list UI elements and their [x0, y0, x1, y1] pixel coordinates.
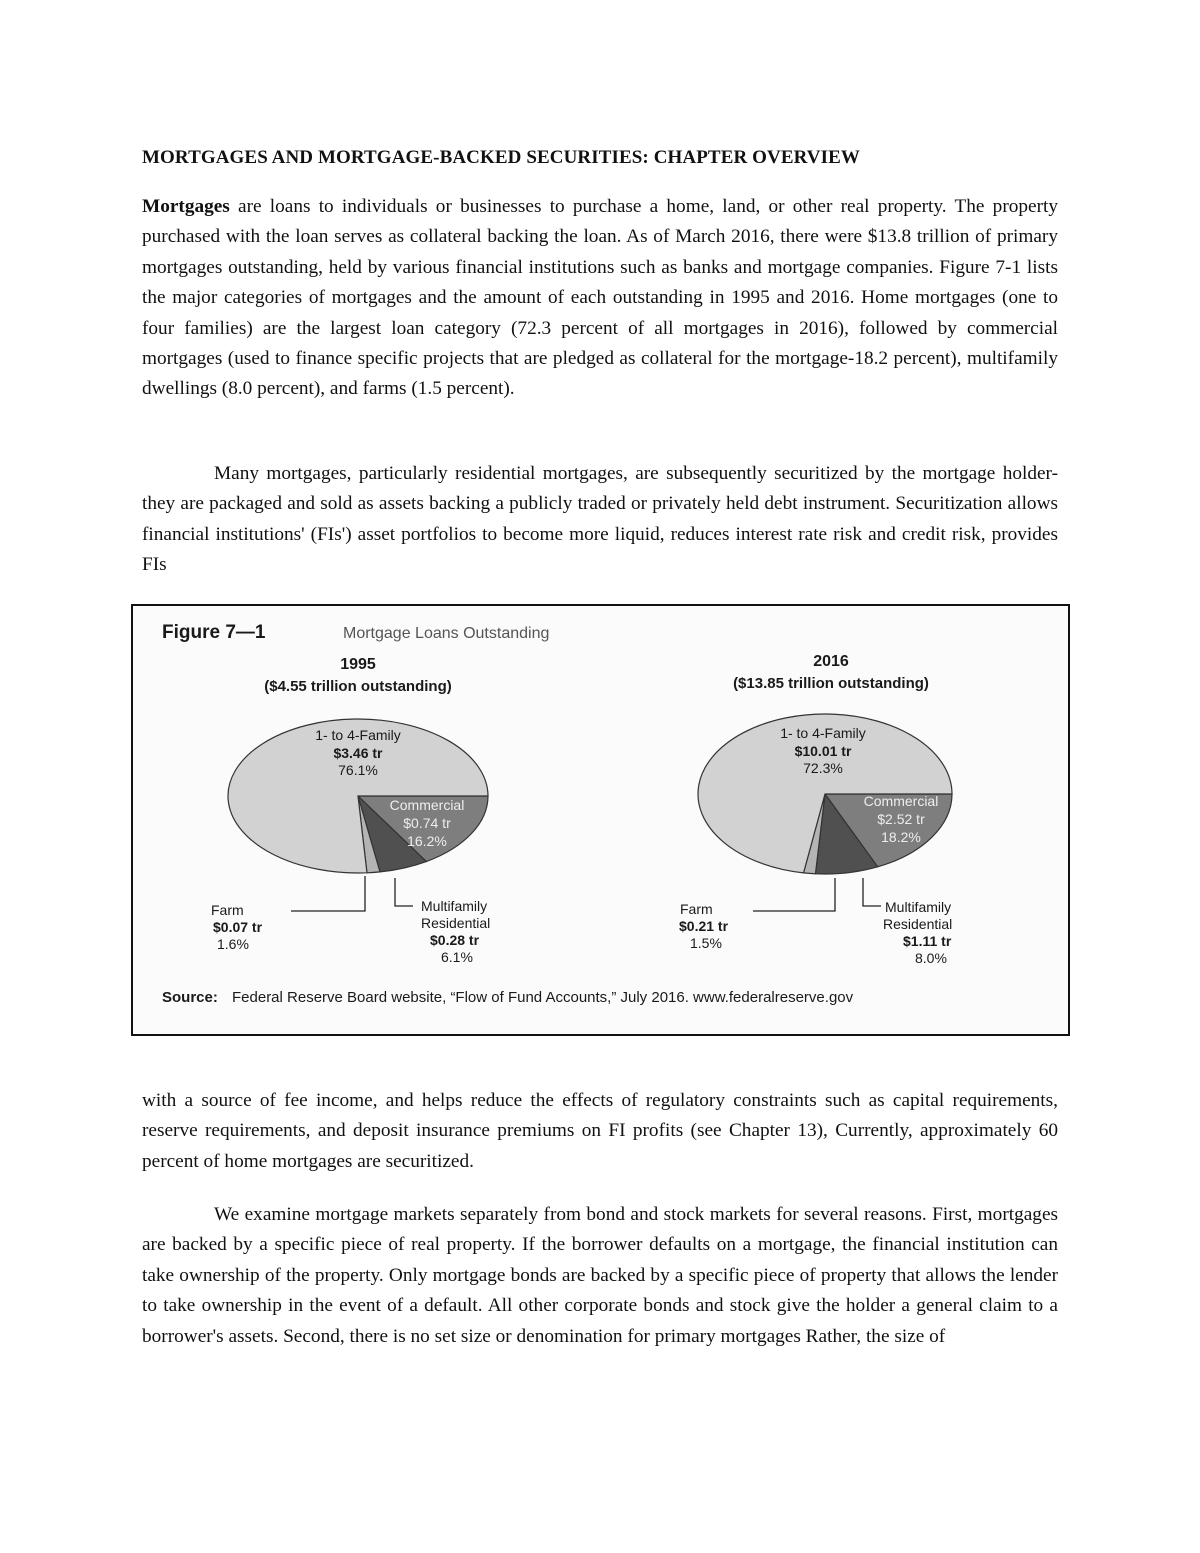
figure-label: Figure 7—1	[162, 622, 266, 643]
chart-2016-multifamily-name-line2: Residential	[883, 916, 953, 932]
chart-2016-multifamily-amount: $1.11 tr	[903, 933, 952, 949]
paragraph-mortgages-text: are loans to individuals or businesses to purchase a home, land, or other real property. The property purchased with the loan serves as collateral backing the loan. As of March 2016, there were $13.8 trillion of primary mortgages outstanding, held by various financial institutions such as banks and mortgage companies. Figure 7-1 lists the major categories of mortgages and the amount of each outstanding in 1995 and 2016. Home mortgages (one to four families) are the largest loan category (72.3 percent of all mortgages in 2016), followed by commercial mortgages (used to finance specific projects that are pledged as collateral for the mortgage-18.2 percent), multifamily dwellings (8.0 percent), and farms (1.5 percent).	[142, 196, 1058, 400]
chart-1995-farm-pct: 1.6%	[217, 936, 249, 952]
chart-2016-family-name: 1- to 4-Family	[780, 725, 866, 741]
chart-1995-family-amount: $3.46 tr	[333, 745, 383, 761]
chart-2016-multifamily-name-line1: Multifamily	[885, 899, 952, 915]
chart-1995-farm-amount: $0.07 tr	[213, 919, 263, 935]
chart-2016-multifamily-pct: 8.0%	[915, 950, 947, 966]
chart-1995-commercial-amount: $0.74 tr	[403, 815, 451, 831]
chart-1995-farm-leader	[291, 876, 365, 911]
paragraph-securitization: Many mortgages, particularly residential mortgages, are subsequently securitized by the mortgage holder-they are packaged and sold as assets backing a publicly traded or privately held debt instrument. Securitization allows financial institutions' (FIs') asset portfolios to become more liquid, reduces interest rate risk and credit risk, provides FIs	[142, 463, 1058, 576]
term-mortgages: Mortgages	[142, 196, 230, 217]
chart-1995-family-name: 1- to 4-Family	[315, 727, 401, 743]
chart-2016-title: 2016	[813, 653, 849, 670]
chart-1995-subtitle: ($4.55 trillion outstanding)	[264, 678, 452, 695]
paragraph-mortgage-markets: We examine mortgage markets separately from bond and stock markets for several reasons. First, mortgages are backed by a specific piece of real property. If the borrower defaults on a mortgage, the financial institution can take ownership of the property. Only mortgage bonds are backed by a specific piece of property that allows the lender to take ownership in the event of a default. All other corporate bonds and stock give the holder a general claim to a borrower's assets. Second, there is no set size or denomination for primary mortgages Rather, the size of	[142, 1204, 1058, 1347]
chart-1995-multifamily-name-line1: Multifamily	[421, 898, 488, 914]
source-label: Source:	[162, 989, 218, 1006]
chart-2016-farm-amount: $0.21 tr	[679, 918, 729, 934]
figure-title: Mortgage Loans Outstanding	[343, 625, 550, 642]
chart-1995-commercial-name: Commercial	[389, 797, 465, 813]
chart-2016-commercial-amount: $2.52 tr	[877, 811, 925, 827]
chart-2016-subtitle: ($13.85 trillion outstanding)	[733, 675, 929, 692]
chart-1995-multifamily-pct: 6.1%	[441, 949, 473, 965]
paragraph-fee-income: with a source of fee income, and helps reduce the effects of regulatory constraints such as capital requirements, reserve requirements, and deposit insurance premiums on FI profits (see Chapter 13), Currently, approximately 60 percent of home mortgages are securitized.	[142, 1090, 1058, 1172]
chart-1995-multifamily-leader	[395, 878, 413, 906]
chart-2016-commercial-pct: 18.2%	[881, 829, 921, 845]
chart-2016-family-pct: 72.3%	[803, 760, 843, 776]
chart-2016-multifamily-leader	[863, 878, 881, 906]
chart-2016-farm-name: Farm	[680, 901, 713, 917]
figure-7-1	[131, 604, 1070, 1036]
paragraph-mortgages	[142, 192, 1058, 405]
chart-1995-multifamily-name-line2: Residential	[421, 915, 491, 931]
chart-2016-farm-leader	[753, 878, 835, 911]
chart-1995-commercial-pct: 16.2%	[407, 833, 447, 849]
chart-1995-multifamily-amount: $0.28 tr	[430, 932, 480, 948]
chart-2016-family-amount: $10.01 tr	[794, 743, 852, 759]
chart-2016-commercial-name: Commercial	[863, 793, 939, 809]
figure-svg	[133, 606, 1068, 1034]
chart-1995-title: 1995	[340, 656, 376, 673]
chart-2016-farm-pct: 1.5%	[690, 935, 722, 951]
page-title: MORTGAGES AND MORTGAGE-BACKED SECURITIES: CHAPTER OVERVIEW	[142, 147, 860, 168]
chart-1995-farm-name: Farm	[211, 902, 244, 918]
source-text: Federal Reserve Board website, “Flow of Fund Accounts,” July 2016. www.federalreserve.gov	[232, 989, 854, 1006]
chart-1995-family-pct: 76.1%	[338, 762, 378, 778]
